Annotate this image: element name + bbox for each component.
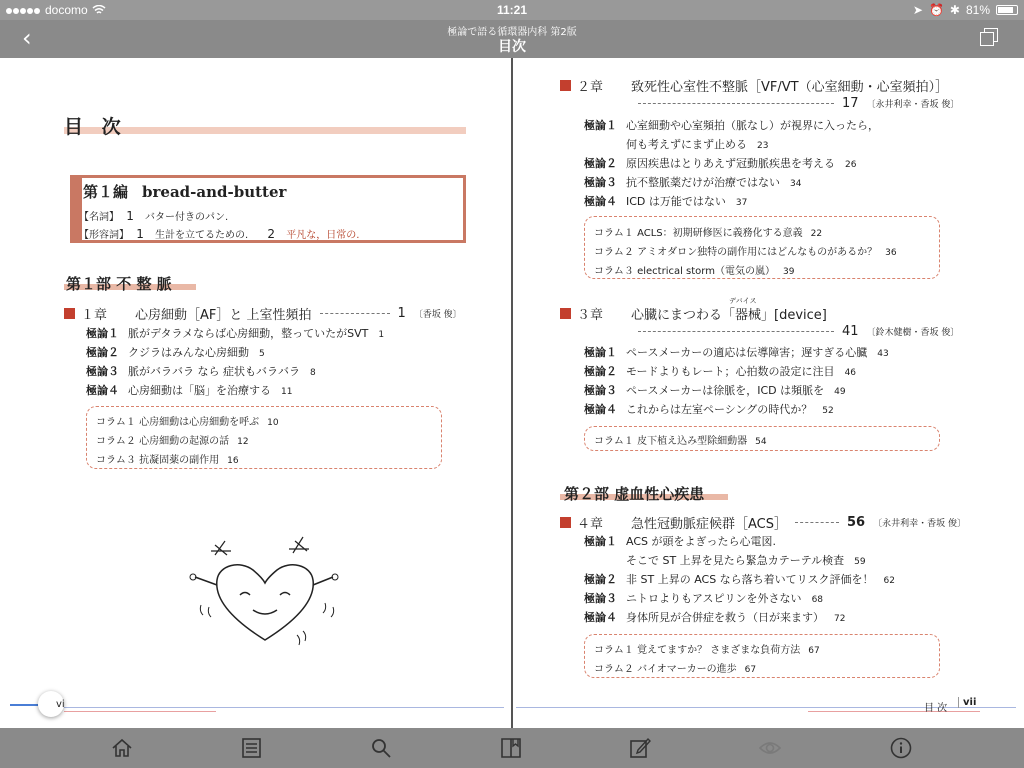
item-text: クジラはみんな心房細動 [128,346,249,359]
list-item[interactable] [584,117,879,133]
bookmark-icon[interactable] [499,736,523,760]
item-text: 何も考えずにまず止める [626,138,747,151]
item-text: 脈がデタラメならば心房細動，整っていたがSVT [128,327,369,340]
column-page: 16 [227,456,239,466]
footer-label: 目 次 [924,703,948,714]
chapter-3-page-line [638,324,959,339]
leader-dots [320,313,390,314]
part2-heading: 第２部 虚血性心疾患 [564,485,705,503]
list-item[interactable] [86,344,265,360]
chapter-1[interactable] [64,304,468,323]
status-bar [0,0,1024,20]
chapter-page: 17 [842,96,859,111]
heart-illustration [185,535,345,655]
item-page: 46 [844,368,857,378]
item-text: ICD は万能ではない [626,195,726,208]
item-text: 心室細動や心室頻拍（脈なし）が視界に入ったら， [626,119,879,132]
hen-title-prefix: 第１編 [83,183,129,201]
status-right [913,3,1018,17]
column-item[interactable] [96,451,239,466]
list-item[interactable] [584,136,768,152]
column-text: コラム２ 心房細動の起源の話 [96,436,230,447]
list-item[interactable] [86,382,292,398]
item-label: 極論２ [86,346,119,359]
column-text: コラム１ ACLS：初期研修医に義務化する意義 [594,228,803,239]
item-text: そこで ST 上昇を見たら緊急カテーテル検査 [626,554,845,567]
item-page: 68 [811,595,824,605]
item-label: 極論１ [86,327,119,340]
item-label: 極論３ [584,384,617,397]
battery-icon [996,5,1018,15]
item-page: 8 [310,368,316,378]
chapter-authors: 〔香坂 俊〕 [413,310,462,320]
item-page: 23 [757,141,769,151]
item-page: 37 [735,198,748,208]
chapter-3[interactable] [560,304,827,323]
item-text: 心房細動は「脳」を治療する [128,384,271,397]
leader-dots [795,522,839,523]
column-item[interactable] [594,432,767,447]
back-chevron-icon[interactable]: ‹ [22,24,32,52]
column-page: 67 [808,646,820,656]
chapter-authors: 〔鈴木健樹・香坂 俊〕 [866,328,960,338]
hen-title [83,181,286,202]
chapter-marker [64,308,75,319]
column-page: 12 [237,437,249,447]
bluetooth-icon: ✱ [949,3,960,17]
list-item[interactable] [86,363,316,379]
column-text: コラム２ アミオダロン独特の副作用にはどんなものがあるか？ [594,247,878,258]
column-text: コラム３ 抗凝固薬の副作用 [96,455,220,466]
leader-dots [638,103,834,104]
item-label: 極論２ [584,365,617,378]
note-icon[interactable] [628,736,652,760]
chapter-number: ２章 [577,80,604,95]
chapter-authors: 〔永井利幸・香坂 俊〕 [873,519,966,529]
item-page: 11 [281,387,293,397]
item-label: 極論１ [584,535,617,548]
bottom-toolbar [0,728,1024,768]
item-page: 34 [790,179,802,189]
location-icon: ➤ [912,3,923,17]
hen-box [70,175,466,243]
chapter-marker [560,517,571,528]
part1-heading: 第１部 不 整 脈 [66,275,172,293]
column-text: コラム３ electrical storm（電気の嵐） [594,266,775,277]
column-page: 54 [755,437,767,447]
column-page: 22 [810,229,823,239]
def-text: バター付きのパン. [145,212,229,223]
search-icon[interactable] [369,736,393,760]
chapter-2-page-line [638,96,959,111]
item-text: ACS が頭をよぎったら心電図. [626,535,776,548]
list-item[interactable] [584,174,801,190]
column-text: コラム１ 覚えてますか？ さまざまな負荷方法 [594,645,801,656]
def-text: 平凡な，日常の. [286,230,360,241]
nav-bar [0,20,1024,58]
chapter-title: 心房細動［AF］と 上室性頻拍 [135,308,312,323]
item-text: 抗不整脈薬だけが治療ではない [626,176,780,189]
item-label: 極論３ [584,176,617,189]
contents-icon[interactable] [240,736,264,760]
chapter-ruby: デバイス [729,297,757,305]
home-icon[interactable] [110,736,134,760]
list-item[interactable] [584,401,834,417]
column-text: コラム１ 心房細動は心房細動を呼ぶ [96,417,260,428]
item-page: 5 [259,349,265,359]
def-num: 1 [136,227,144,241]
footer-rule [808,711,980,712]
item-label: 極論１ [584,119,617,132]
column-item[interactable] [594,660,756,675]
chapter-title: 急性冠動脈症候群［ACS］ [631,517,788,532]
def-num: 2 [267,227,276,241]
item-page: 49 [834,387,846,397]
chapter-page: 41 [842,324,859,339]
list-item[interactable] [584,571,895,587]
item-page: 26 [845,160,857,170]
alarm-icon: ⏰ [928,3,944,17]
column-text: コラム２ バイオマーカーの進歩 [594,664,737,675]
chapter-title: 心臓にまつわる「器械」[device] [631,308,827,323]
list-item[interactable] [584,609,845,625]
item-page: 1 [378,330,385,340]
chapter-authors: 〔永井利幸・香坂 俊〕 [866,100,960,110]
chapter-marker [560,80,571,91]
eye-icon [758,736,782,760]
page-view-icon[interactable] [980,28,1000,48]
book-spine [511,58,513,736]
list-item[interactable] [584,363,856,379]
clock: 11:21 [496,3,528,17]
column-page: 39 [782,267,795,277]
def-tag: 【形容詞】 [79,230,129,241]
chapter-title: 致死性心室性不整脈［VF/VT（心室細動・心室頻拍）］ [631,80,949,95]
chapter-2[interactable] [560,76,948,95]
hen-title-en: bread-and-butter [142,183,287,201]
footer-rule [64,711,216,712]
column-page: 67 [744,665,757,675]
chapter-number: ３章 [577,308,604,323]
column-item[interactable] [594,262,794,277]
page-number-left: vi [56,699,65,710]
carrier-label: docomo [45,3,88,17]
item-text: ニトロよりもアスピリンを外さない [626,592,802,605]
chapter-page: 1 [397,306,406,321]
item-text: 身体所見が合併症を救う（日が来ます） [626,611,824,624]
toc-heading: 目 次 [64,116,127,138]
item-page: 72 [834,614,846,624]
list-item[interactable] [584,193,747,209]
item-text: 原因疾患はとりあえず冠動脈疾患を考える [626,157,835,170]
hen-definition-noun [79,208,228,223]
item-text: 非 ST 上昇の ACS なら落ち着いてリスク評価を！ [626,573,874,586]
battery-percent: 81% [965,3,990,17]
item-label: 極論２ [584,157,617,170]
def-num: 1 [126,209,134,223]
chapter-page: 56 [847,515,866,530]
def-tag: 【名詞】 [79,212,119,223]
item-page: 43 [877,349,889,359]
column-page: 10 [267,418,279,428]
item-text: モードよりもレート；心拍数の設定に注目 [626,365,835,378]
leader-dots [638,331,834,332]
chapter-number: ４章 [577,517,604,532]
list-item[interactable] [584,552,866,568]
column-item[interactable] [594,641,820,656]
chapter-marker [560,308,571,319]
item-page: 59 [854,557,866,567]
nav-title: 目次 [498,39,526,55]
item-label: 極論４ [584,195,617,208]
list-item[interactable] [584,590,823,606]
column-text: コラム１ 皮下植え込み型除細動器 [594,436,748,447]
item-page: 62 [883,576,895,586]
chapter-4[interactable] [560,513,966,532]
item-label: 極論１ [584,346,617,359]
column-item[interactable] [594,243,897,258]
column-item[interactable] [594,224,822,239]
item-label: 極論４ [584,403,617,416]
def-text: 生計を立てるための. [155,230,249,241]
column-item[interactable] [96,413,279,428]
progress-track[interactable] [64,707,504,708]
item-label: 極論３ [86,365,119,378]
item-label: 極論４ [86,384,119,397]
item-text: ペースメーカーの適応は伝導障害；遅すぎる心臓 [626,346,868,359]
item-page: 52 [822,406,834,416]
item-text: 脈がバラバラ なら 症状もバラバラ [128,365,300,378]
list-item[interactable] [584,382,846,398]
item-label: 極論３ [584,592,617,605]
item-text: ペースメーカーは徐脈を，ICD は頻脈を [626,384,825,397]
item-text: これからは左室ペーシングの時代か？ [626,403,813,416]
list-item[interactable] [584,155,856,171]
column-page: 36 [885,248,897,258]
list-item[interactable] [584,344,889,360]
list-item[interactable] [584,533,776,549]
chapter-number: １章 [81,308,108,323]
book-title: 極論で語る循環器内科 第2版 [447,27,577,38]
list-item[interactable] [86,325,384,341]
page-number-right: vii [958,697,976,708]
column-item[interactable] [96,432,249,447]
item-label: 極論２ [584,573,617,586]
info-icon[interactable] [889,736,913,760]
progress-track-filled [10,704,38,706]
item-label: 極論４ [584,611,617,624]
hen-definition-adj [79,226,359,241]
